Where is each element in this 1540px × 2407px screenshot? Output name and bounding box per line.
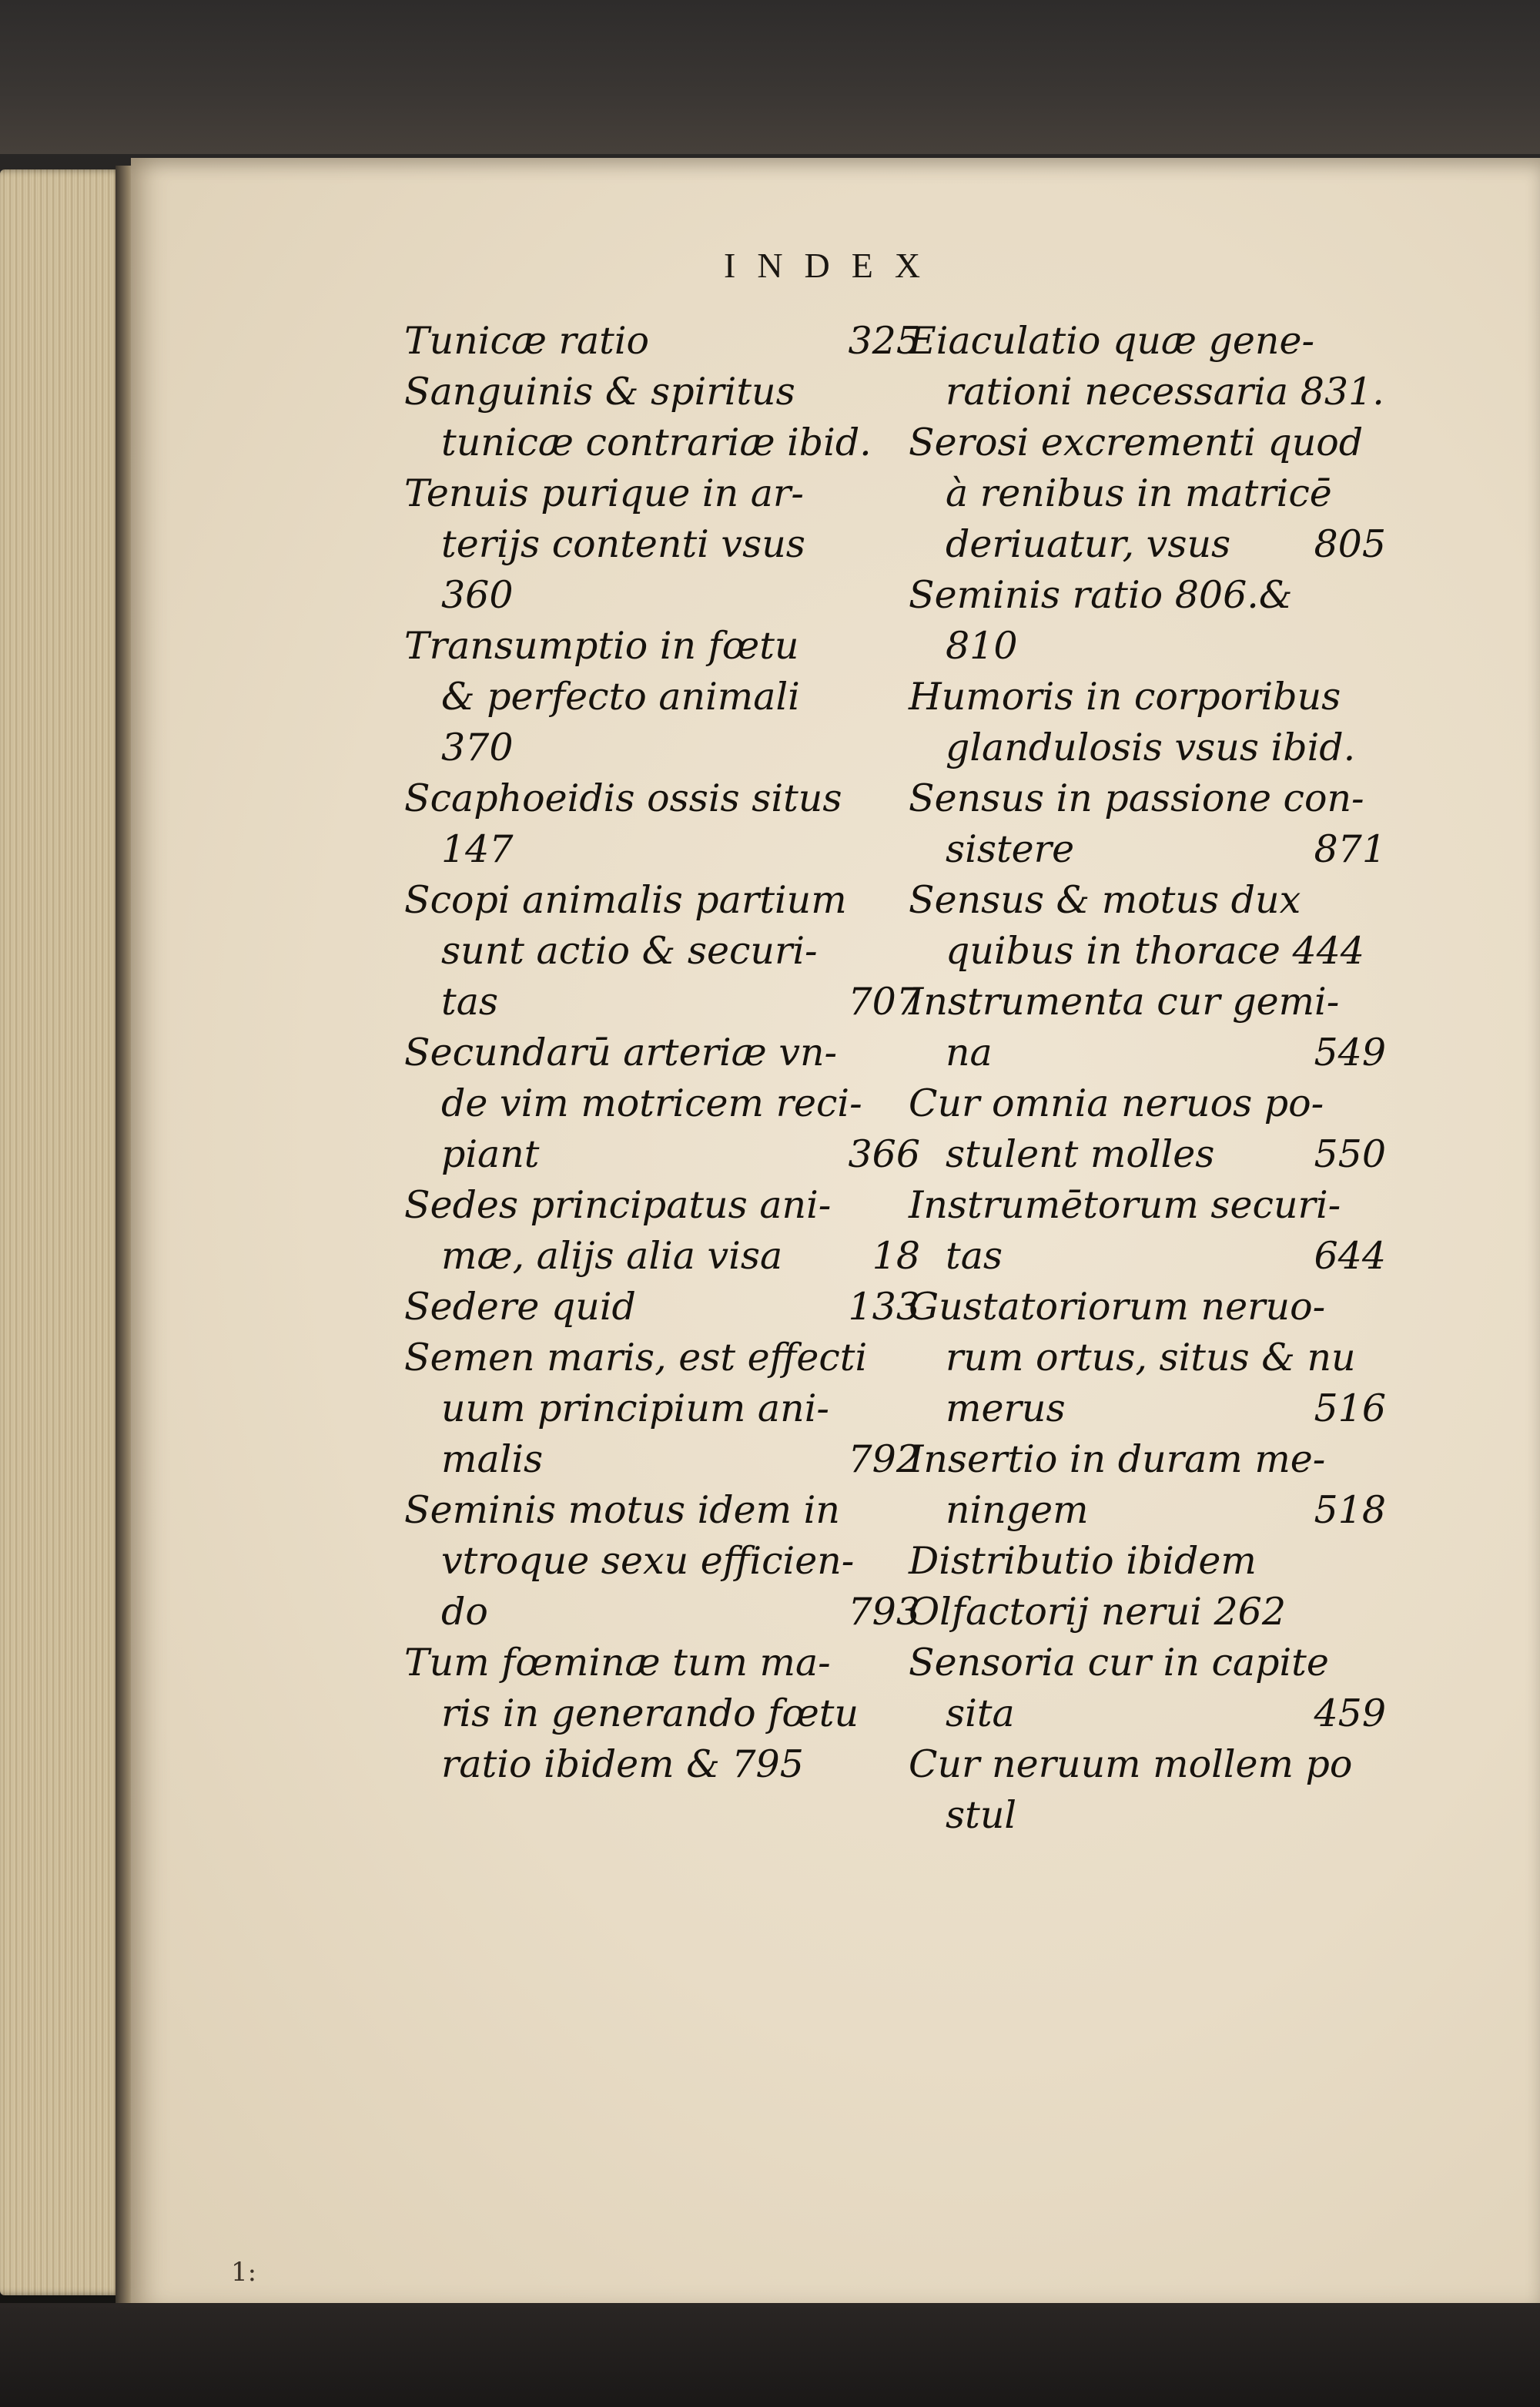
- index-entry-page-number: 18: [872, 1234, 920, 1278]
- index-entry: [404, 1485, 920, 1536]
- index-entry-text: deriuatur, vsus: [946, 522, 1231, 566]
- index-entry: [404, 672, 920, 722]
- index-entry-page-number: 549: [1314, 1031, 1386, 1074]
- index-entry-text: malis: [441, 1437, 544, 1481]
- index-entry-text: tas: [441, 980, 499, 1024]
- index-entry-text: sunt actio & securi-: [441, 929, 818, 973]
- index-entry-text: Semen maris, est effecti: [404, 1336, 868, 1379]
- index-entry: [404, 722, 920, 773]
- index-entry: [909, 1333, 1386, 1383]
- index-entry-text: terijs contenti vsus: [441, 522, 805, 566]
- index-entry: [909, 1231, 1386, 1282]
- index-entry-text: Insertio in duram me-: [909, 1437, 1326, 1481]
- index-entry-text: Serosi excrementi quod: [909, 421, 1364, 464]
- index-entry-text: 370: [441, 726, 514, 769]
- index-entry: [909, 316, 1386, 367]
- index-entry: [404, 367, 920, 417]
- index-entry: [404, 519, 920, 570]
- index-entry: [909, 468, 1386, 519]
- index-entry-text: Transumptio in fœtu: [404, 624, 799, 668]
- index-entry-text: de vim motricem reci-: [441, 1081, 862, 1125]
- book-cover-top: [0, 0, 1540, 154]
- index-entry: [909, 1078, 1386, 1129]
- index-entry-text: Distributio ibidem: [909, 1539, 1257, 1583]
- index-entry-text: glandulosis vsus ibid.: [946, 726, 1356, 769]
- footer-mark: 1:: [231, 2257, 257, 2288]
- index-entry-page-number: 459: [1314, 1691, 1386, 1735]
- index-entry: [404, 1129, 920, 1180]
- index-entry-text: Tum fœminæ tum ma-: [404, 1641, 831, 1685]
- index-entry-text: & perfecto animali: [441, 675, 800, 719]
- index-entry: [404, 977, 920, 1028]
- index-entry: [909, 773, 1386, 824]
- index-entry-text: 360: [441, 573, 514, 617]
- index-entry-text: stul: [946, 1793, 1017, 1837]
- index-entry: [909, 1180, 1386, 1231]
- index-column-left: [404, 316, 920, 1790]
- index-entry-text: Cur neruum mollem po: [909, 1742, 1353, 1786]
- index-entry-text: Sensus in passione con-: [909, 776, 1364, 820]
- index-entry-text: Olfactorij nerui 262: [909, 1590, 1286, 1634]
- index-entry: [404, 417, 920, 468]
- index-entry: [404, 468, 920, 519]
- index-entry-text: Seminis motus idem in: [404, 1488, 840, 1532]
- index-entry-text: à renibus in matricē: [946, 471, 1332, 515]
- index-entry-text: na: [946, 1031, 993, 1074]
- index-entry: [909, 875, 1386, 926]
- index-entry: [909, 1028, 1386, 1078]
- index-entry-text: merus: [946, 1386, 1066, 1430]
- index-entry: [909, 1638, 1386, 1688]
- index-entry-page-number: 516: [1314, 1386, 1386, 1430]
- index-entry-text: Instrumētorum securi-: [909, 1183, 1341, 1227]
- index-entry-text: Sensoria cur in capite: [909, 1641, 1329, 1685]
- index-entry: [404, 1231, 920, 1282]
- index-entry-text: uum principium ani-: [441, 1386, 829, 1430]
- index-entry-text: Tenuis purique in ar-: [404, 471, 804, 515]
- index-entry: [909, 1587, 1386, 1638]
- index-entry-page-number: 518: [1314, 1488, 1386, 1532]
- index-entry: [404, 1180, 920, 1231]
- index-entry-page-number: 133: [848, 1285, 920, 1329]
- index-entry: [404, 1434, 920, 1485]
- index-entry-text: quibus in thorace 444: [946, 929, 1364, 973]
- index-entry: [909, 824, 1386, 875]
- index-entry-text: sistere: [946, 827, 1075, 871]
- index-entry: [404, 570, 920, 621]
- index-entry: [909, 1739, 1386, 1790]
- index-entry: [404, 875, 920, 926]
- index-entry-page-number: 550: [1314, 1132, 1386, 1176]
- index-entry-page-number: 805: [1314, 522, 1386, 566]
- index-entry: [909, 1485, 1386, 1536]
- index-entry-page-number: 366: [848, 1132, 920, 1176]
- index-entry: [404, 1282, 920, 1333]
- index-entry-page-number: 325: [848, 319, 920, 363]
- index-entry-text: piant: [441, 1132, 540, 1176]
- index-entry-page-number: 792: [848, 1437, 920, 1481]
- page-header: INDEX: [724, 246, 942, 285]
- index-entry-text: Tunicæ ratio: [404, 319, 650, 363]
- index-entry: [909, 1434, 1386, 1485]
- index-entry-page-number: 871: [1314, 827, 1386, 871]
- index-column-right: [909, 316, 1386, 1841]
- index-entry: [909, 1688, 1386, 1739]
- index-entry: [909, 672, 1386, 722]
- index-entry-text: Gustatoriorum neruo-: [909, 1285, 1326, 1329]
- index-entry-text: Sedes principatus ani-: [404, 1183, 832, 1227]
- index-entry-text: mæ, alijs alia visa: [441, 1234, 783, 1278]
- index-entry-text: Humoris in corporibus: [909, 675, 1341, 719]
- index-entry: [909, 1790, 1386, 1841]
- index-entry-text: do: [441, 1590, 488, 1634]
- index-entry-text: rum ortus, situs & nu: [946, 1336, 1356, 1379]
- index-entry-text: Secundarū arteriæ vn-: [404, 1031, 838, 1074]
- index-entry: [404, 1688, 920, 1739]
- index-entry: [404, 1739, 920, 1790]
- index-entry: [909, 1383, 1386, 1434]
- index-entry: [404, 316, 920, 367]
- index-entry-text: Seminis ratio 806.&: [909, 573, 1293, 617]
- index-entry-text: tunicæ contrariæ ibid.: [441, 421, 872, 464]
- index-entry-text: Scaphoeidis ossis situs: [404, 776, 842, 820]
- index-entry: [909, 926, 1386, 977]
- index-entry-page-number: 793: [848, 1590, 920, 1634]
- index-entry-text: Scopi animalis partium: [404, 878, 847, 922]
- index-entry-text: tas: [946, 1234, 1003, 1278]
- index-entry: [404, 1333, 920, 1383]
- index-entry: [909, 1282, 1386, 1333]
- index-entry: [404, 926, 920, 977]
- index-entry-text: Cur omnia neruos po-: [909, 1081, 1324, 1125]
- index-entry-text: Sanguinis & spiritus: [404, 370, 795, 414]
- index-entry: [909, 1536, 1386, 1587]
- index-entry: [909, 621, 1386, 672]
- index-entry-text: ratio ibidem & 795: [441, 1742, 804, 1786]
- index-entry: [404, 1078, 920, 1129]
- index-entry: [404, 1536, 920, 1587]
- index-entry: [909, 722, 1386, 773]
- index-entry: [404, 1587, 920, 1638]
- index-entry-text: Instrumenta cur gemi-: [909, 980, 1340, 1024]
- index-entry: [404, 1383, 920, 1434]
- index-entry: [404, 824, 920, 875]
- index-entry: [909, 1129, 1386, 1180]
- index-entry-page-number: 644: [1314, 1234, 1386, 1278]
- index-entry-text: Sedere quid: [404, 1285, 636, 1329]
- index-entry: [404, 1638, 920, 1688]
- index-entry: [909, 519, 1386, 570]
- index-entry: [404, 621, 920, 672]
- index-entry-page-number: 707: [848, 980, 920, 1024]
- index-entry-text: 147: [441, 827, 514, 871]
- index-entry-text: Eiaculatio quæ gene-: [909, 319, 1315, 363]
- index-entry-text: rationi necessaria 831.: [946, 370, 1384, 414]
- index-entry: [404, 1028, 920, 1078]
- index-entry: [909, 570, 1386, 621]
- index-entry: [404, 773, 920, 824]
- index-entry-text: Sensus & motus dux: [909, 878, 1301, 922]
- index-entry-text: ningem: [946, 1488, 1089, 1532]
- bottom-shadow: [0, 2303, 1540, 2407]
- index-entry-text: stulent molles: [946, 1132, 1215, 1176]
- page-edges: [0, 169, 123, 2295]
- index-entry: [909, 977, 1386, 1028]
- index-entry: [909, 417, 1386, 468]
- index-entry-text: 810: [946, 624, 1018, 668]
- index-entry: [909, 367, 1386, 417]
- index-entry-text: ris in generando fœtu: [441, 1691, 859, 1735]
- index-entry-text: sita: [946, 1691, 1015, 1735]
- index-entry-text: vtroque sexu efficien-: [441, 1539, 855, 1583]
